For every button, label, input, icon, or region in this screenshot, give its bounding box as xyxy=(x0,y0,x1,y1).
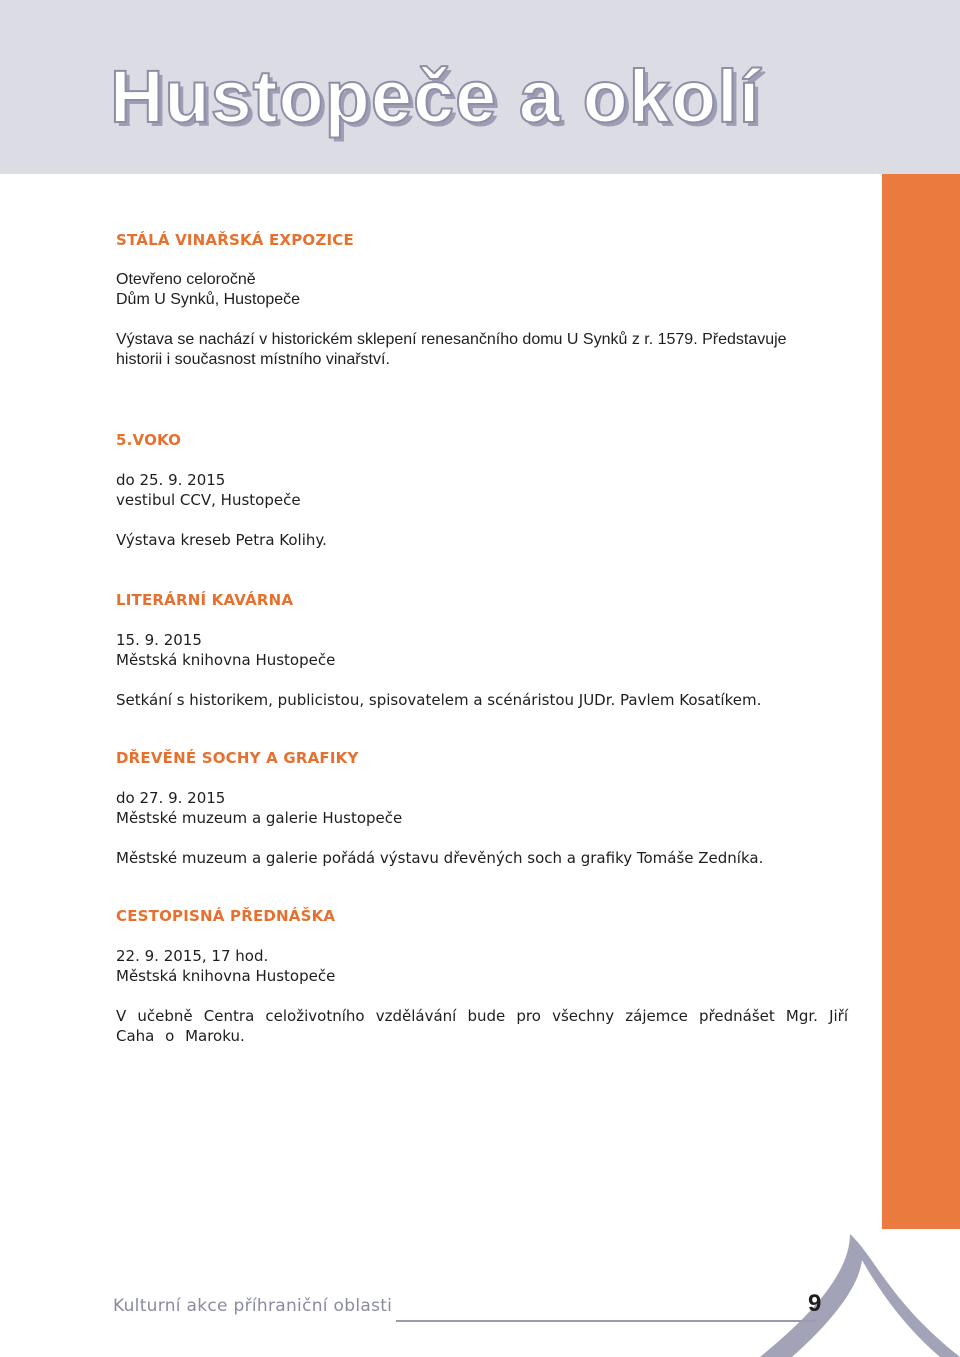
event-heading: STÁLÁ VINAŘSKÁ EXPOZICE xyxy=(116,231,354,249)
page-corner-swoosh xyxy=(700,1222,960,1357)
event-description: Výstava se nachází v historickém sklepení renesančního domu U Synků z r. 1579. Představuje xyxy=(116,331,787,348)
event-place: Městská knihovna Hustopeče xyxy=(116,651,336,669)
event-place: Dům U Synků, Hustopeče xyxy=(116,291,301,308)
event-description: V učebně Centra celoživotního vzdělávání bude pro všechny zájemce přednášet Mgr. Jiří Caha o Maroku. xyxy=(116,1007,848,1045)
event-date: 15. 9. 2015 xyxy=(116,631,202,649)
event-date: do 27. 9. 2015 xyxy=(116,789,226,807)
event-description: Setkání s historikem, publicistou, spisovatelem a scénáristou JUDr. Pavlem Kosatíkem. xyxy=(116,691,762,709)
footer-rule xyxy=(396,1320,816,1322)
footer-caption: Kulturní akce příhraniční oblasti xyxy=(113,1296,393,1316)
event-literarni-kavarna xyxy=(116,590,848,710)
event-date: Otevřeno celoročně xyxy=(116,271,256,288)
event-heading: CESTOPISNÁ PŘEDNÁŠKA xyxy=(116,907,336,925)
event-date: 22. 9. 2015, 17 hod. xyxy=(116,947,269,965)
event-place: vestibul CCV, Hustopeče xyxy=(116,491,301,509)
event-cestopisna-prednaska xyxy=(116,906,848,1046)
event-place: Městská knihovna Hustopeče xyxy=(116,967,336,985)
event-heading: LITERÁRNÍ KAVÁRNA xyxy=(116,591,294,609)
event-heading: 5.VOKO xyxy=(116,431,182,449)
page-number: 9 xyxy=(808,1290,822,1317)
orange-side-bar xyxy=(882,174,960,1229)
event-5-voko xyxy=(116,430,848,550)
event-description-cont: historii i současnost místního vinařství. xyxy=(116,351,390,368)
page-title: Hustopeče a okolí xyxy=(110,55,761,138)
event-heading: DŘEVĚNÉ SOCHY A GRAFIKY xyxy=(116,749,359,767)
event-date: do 25. 9. 2015 xyxy=(116,471,226,489)
event-stala-vinarska-expozice xyxy=(116,230,848,370)
event-description: Výstava kreseb Petra Kolihy. xyxy=(116,531,327,549)
event-description: Městské muzeum a galerie pořádá výstavu dřevěných soch a grafiky Tomáše Zedníka. xyxy=(116,849,764,867)
event-place: Městské muzeum a galerie Hustopeče xyxy=(116,809,403,827)
event-drevene-sochy xyxy=(116,748,848,868)
